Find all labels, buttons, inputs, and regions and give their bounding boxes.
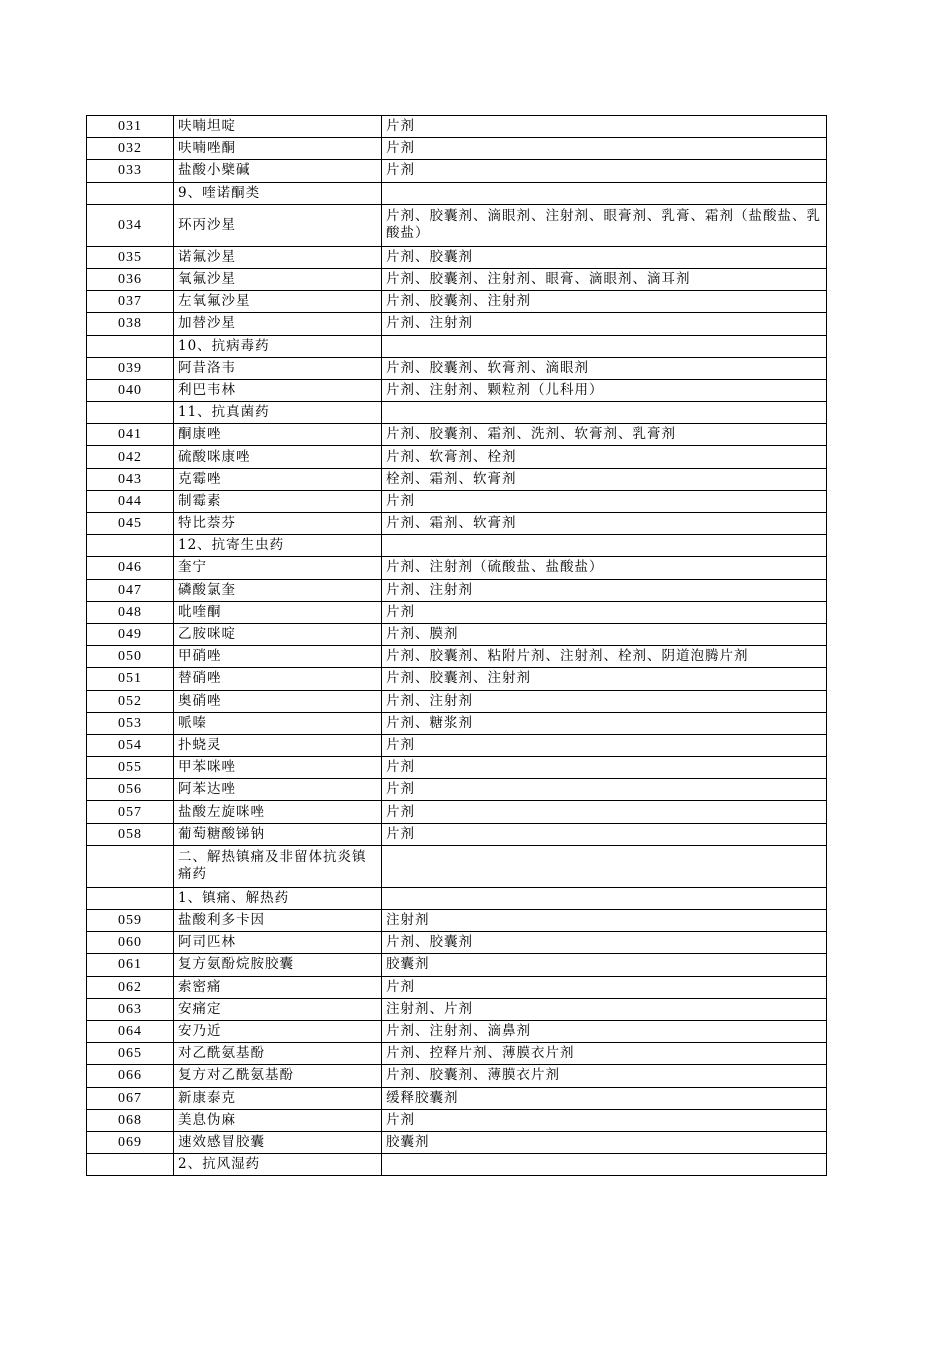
table-row	[87, 623, 827, 645]
drug-name-cell: 阿昔洛韦	[174, 357, 382, 379]
dosage-form-cell	[382, 845, 827, 887]
drug-name-cell: 环丙沙星	[174, 204, 382, 246]
drug-name-cell: 安痛定	[174, 998, 382, 1020]
drug-name-cell: 索密痛	[174, 976, 382, 998]
table-row	[87, 160, 827, 182]
table-row	[87, 1109, 827, 1131]
dosage-form-cell: 片剂、膜剂	[382, 623, 827, 645]
table-row	[87, 954, 827, 976]
drug-code-cell: 054	[87, 734, 174, 756]
drug-name-cell: 阿苯达唑	[174, 779, 382, 801]
table-row	[87, 1020, 827, 1042]
drug-name-cell: 甲苯咪唑	[174, 757, 382, 779]
drug-name-cell: 利巴韦林	[174, 379, 382, 401]
drug-code-cell: 068	[87, 1109, 174, 1131]
dosage-form-cell: 片剂	[382, 779, 827, 801]
drug-code-cell: 050	[87, 646, 174, 668]
drug-code-cell: 061	[87, 954, 174, 976]
drug-code-cell: 045	[87, 513, 174, 535]
drug-name-cell: 乙胺咪啶	[174, 623, 382, 645]
table-row	[87, 268, 827, 290]
drug-code-cell: 042	[87, 446, 174, 468]
table-row	[87, 910, 827, 932]
table-row	[87, 357, 827, 379]
drug-name-cell: 吡喹酮	[174, 601, 382, 623]
dosage-form-cell: 片剂、胶囊剂、薄膜衣片剂	[382, 1065, 827, 1087]
drug-code-cell	[87, 1154, 174, 1176]
dosage-form-cell: 片剂、胶囊剂、注射剂	[382, 668, 827, 690]
drug-name-cell: 安乃近	[174, 1020, 382, 1042]
dosage-form-cell: 片剂、胶囊剂、注射剂、眼膏、滴眼剂、滴耳剂	[382, 268, 827, 290]
table-row	[87, 468, 827, 490]
drug-code-cell: 031	[87, 116, 174, 138]
drug-name-cell: 11、抗真菌药	[174, 402, 382, 424]
dosage-form-cell	[382, 402, 827, 424]
drug-name-cell: 扑蛲灵	[174, 734, 382, 756]
dosage-form-cell	[382, 1154, 827, 1176]
dosage-form-cell: 片剂	[382, 138, 827, 160]
dosage-form-cell: 片剂、胶囊剂	[382, 246, 827, 268]
drug-name-cell: 美息伪麻	[174, 1109, 382, 1131]
dosage-form-cell: 片剂	[382, 734, 827, 756]
dosage-form-cell: 注射剂、片剂	[382, 998, 827, 1020]
drug-name-cell: 2、抗风湿药	[174, 1154, 382, 1176]
drug-name-cell: 诺氟沙星	[174, 246, 382, 268]
table-row	[87, 424, 827, 446]
drug-code-cell	[87, 402, 174, 424]
drug-code-cell: 033	[87, 160, 174, 182]
drug-code-cell: 052	[87, 690, 174, 712]
table-row	[87, 734, 827, 756]
drug-code-cell: 059	[87, 910, 174, 932]
table-row	[87, 246, 827, 268]
drug-name-cell: 阿司匹林	[174, 932, 382, 954]
dosage-form-cell: 片剂	[382, 757, 827, 779]
table-row	[87, 116, 827, 138]
drug-code-cell: 043	[87, 468, 174, 490]
drug-name-cell: 二、解热镇痛及非留体抗炎镇痛药	[174, 845, 382, 887]
table-row	[87, 204, 827, 246]
drug-name-cell: 盐酸利多卡因	[174, 910, 382, 932]
table-row	[87, 712, 827, 734]
dosage-form-cell: 片剂、胶囊剂、霜剂、洗剂、软膏剂、乳膏剂	[382, 424, 827, 446]
dosage-form-cell: 片剂	[382, 1109, 827, 1131]
dosage-form-cell: 片剂、注射剂、颗粒剂（儿科用）	[382, 379, 827, 401]
table-row	[87, 823, 827, 845]
drug-name-cell: 特比萘芬	[174, 513, 382, 535]
drug-code-cell	[87, 887, 174, 909]
drug-code-cell: 056	[87, 779, 174, 801]
drug-code-cell: 055	[87, 757, 174, 779]
dosage-form-cell: 片剂	[382, 490, 827, 512]
drug-code-cell: 064	[87, 1020, 174, 1042]
drug-code-cell: 066	[87, 1065, 174, 1087]
drug-dosage-table	[86, 115, 827, 1176]
drug-name-cell: 磷酸氯奎	[174, 579, 382, 601]
table-row	[87, 138, 827, 160]
table-row	[87, 535, 827, 557]
drug-name-cell: 奎宁	[174, 557, 382, 579]
drug-code-cell: 037	[87, 291, 174, 313]
drug-name-cell: 1、镇痛、解热药	[174, 887, 382, 909]
table-row	[87, 998, 827, 1020]
drug-name-cell: 呋喃唑酮	[174, 138, 382, 160]
drug-code-cell: 067	[87, 1087, 174, 1109]
drug-name-cell: 9、喹诺酮类	[174, 182, 382, 204]
drug-code-cell: 039	[87, 357, 174, 379]
dosage-form-cell: 胶囊剂	[382, 1131, 827, 1153]
drug-code-cell	[87, 845, 174, 887]
dosage-form-cell: 注射剂	[382, 910, 827, 932]
drug-name-cell: 呋喃坦啶	[174, 116, 382, 138]
dosage-form-cell: 片剂	[382, 116, 827, 138]
drug-name-cell: 硫酸咪康唑	[174, 446, 382, 468]
dosage-form-cell: 片剂、胶囊剂	[382, 932, 827, 954]
drug-name-cell: 盐酸小檗碱	[174, 160, 382, 182]
table-row	[87, 976, 827, 998]
dosage-form-cell: 片剂、糖浆剂	[382, 712, 827, 734]
table-row	[87, 291, 827, 313]
drug-name-cell: 克霉唑	[174, 468, 382, 490]
drug-list-sheet	[86, 115, 827, 1176]
table-row	[87, 379, 827, 401]
table-body	[87, 116, 827, 1176]
table-row	[87, 887, 827, 909]
table-row	[87, 779, 827, 801]
drug-name-cell: 制霉素	[174, 490, 382, 512]
dosage-form-cell: 片剂、注射剂（硫酸盐、盐酸盐）	[382, 557, 827, 579]
drug-code-cell	[87, 182, 174, 204]
drug-name-cell: 对乙酰氨基酚	[174, 1043, 382, 1065]
dosage-form-cell: 片剂、胶囊剂、注射剂	[382, 291, 827, 313]
drug-code-cell: 063	[87, 998, 174, 1020]
drug-code-cell: 065	[87, 1043, 174, 1065]
table-row	[87, 182, 827, 204]
drug-name-cell: 新康泰克	[174, 1087, 382, 1109]
drug-code-cell: 034	[87, 204, 174, 246]
drug-code-cell: 047	[87, 579, 174, 601]
drug-name-cell: 甲硝唑	[174, 646, 382, 668]
dosage-form-cell: 片剂、胶囊剂、滴眼剂、注射剂、眼膏剂、乳膏、霜剂（盐酸盐、乳酸盐）	[382, 204, 827, 246]
table-row	[87, 335, 827, 357]
dosage-form-cell: 片剂、霜剂、软膏剂	[382, 513, 827, 535]
dosage-form-cell: 片剂	[382, 160, 827, 182]
table-row	[87, 490, 827, 512]
drug-code-cell: 038	[87, 313, 174, 335]
drug-code-cell: 058	[87, 823, 174, 845]
table-row	[87, 446, 827, 468]
drug-code-cell: 053	[87, 712, 174, 734]
dosage-form-cell: 缓释胶囊剂	[382, 1087, 827, 1109]
table-row	[87, 801, 827, 823]
drug-code-cell: 062	[87, 976, 174, 998]
table-row	[87, 1131, 827, 1153]
dosage-form-cell: 片剂、注射剂	[382, 579, 827, 601]
dosage-form-cell: 片剂	[382, 601, 827, 623]
table-row	[87, 668, 827, 690]
drug-code-cell: 060	[87, 932, 174, 954]
table-row	[87, 932, 827, 954]
drug-code-cell: 044	[87, 490, 174, 512]
drug-code-cell	[87, 535, 174, 557]
dosage-form-cell: 片剂	[382, 801, 827, 823]
drug-code-cell: 032	[87, 138, 174, 160]
table-row	[87, 513, 827, 535]
table-row	[87, 1043, 827, 1065]
drug-code-cell: 041	[87, 424, 174, 446]
drug-name-cell: 氧氟沙星	[174, 268, 382, 290]
dosage-form-cell: 胶囊剂	[382, 954, 827, 976]
drug-name-cell: 盐酸左旋咪唑	[174, 801, 382, 823]
table-row	[87, 313, 827, 335]
table-row	[87, 845, 827, 887]
drug-code-cell: 046	[87, 557, 174, 579]
drug-code-cell: 069	[87, 1131, 174, 1153]
dosage-form-cell: 片剂、控释片剂、薄膜衣片剂	[382, 1043, 827, 1065]
drug-name-cell: 加替沙星	[174, 313, 382, 335]
table-row	[87, 1065, 827, 1087]
dosage-form-cell: 片剂、注射剂、滴鼻剂	[382, 1020, 827, 1042]
drug-name-cell: 12、抗寄生虫药	[174, 535, 382, 557]
table-row	[87, 1087, 827, 1109]
dosage-form-cell: 片剂、注射剂	[382, 690, 827, 712]
drug-name-cell: 奥硝唑	[174, 690, 382, 712]
dosage-form-cell: 片剂	[382, 976, 827, 998]
dosage-form-cell	[382, 335, 827, 357]
dosage-form-cell: 片剂、胶囊剂、粘附片剂、注射剂、栓剂、阴道泡腾片剂	[382, 646, 827, 668]
table-row	[87, 557, 827, 579]
drug-name-cell: 哌嗪	[174, 712, 382, 734]
dosage-form-cell: 栓剂、霜剂、软膏剂	[382, 468, 827, 490]
drug-name-cell: 替硝唑	[174, 668, 382, 690]
table-row	[87, 601, 827, 623]
drug-code-cell: 040	[87, 379, 174, 401]
drug-code-cell: 048	[87, 601, 174, 623]
table-row	[87, 402, 827, 424]
dosage-form-cell: 片剂、软膏剂、栓剂	[382, 446, 827, 468]
dosage-form-cell	[382, 182, 827, 204]
drug-name-cell: 葡萄糖酸锑钠	[174, 823, 382, 845]
drug-code-cell: 051	[87, 668, 174, 690]
table-row	[87, 646, 827, 668]
drug-code-cell: 049	[87, 623, 174, 645]
drug-name-cell: 复方对乙酰氨基酚	[174, 1065, 382, 1087]
dosage-form-cell	[382, 887, 827, 909]
dosage-form-cell: 片剂、注射剂	[382, 313, 827, 335]
drug-name-cell: 速效感冒胶囊	[174, 1131, 382, 1153]
table-row	[87, 690, 827, 712]
dosage-form-cell: 片剂、胶囊剂、软膏剂、滴眼剂	[382, 357, 827, 379]
table-row	[87, 579, 827, 601]
drug-name-cell: 10、抗病毒药	[174, 335, 382, 357]
dosage-form-cell: 片剂	[382, 823, 827, 845]
drug-code-cell: 036	[87, 268, 174, 290]
table-row	[87, 757, 827, 779]
drug-code-cell	[87, 335, 174, 357]
drug-name-cell: 复方氨酚烷胺胶囊	[174, 954, 382, 976]
dosage-form-cell	[382, 535, 827, 557]
drug-name-cell: 酮康唑	[174, 424, 382, 446]
drug-code-cell: 035	[87, 246, 174, 268]
drug-name-cell: 左氧氟沙星	[174, 291, 382, 313]
drug-code-cell: 057	[87, 801, 174, 823]
table-row	[87, 1154, 827, 1176]
